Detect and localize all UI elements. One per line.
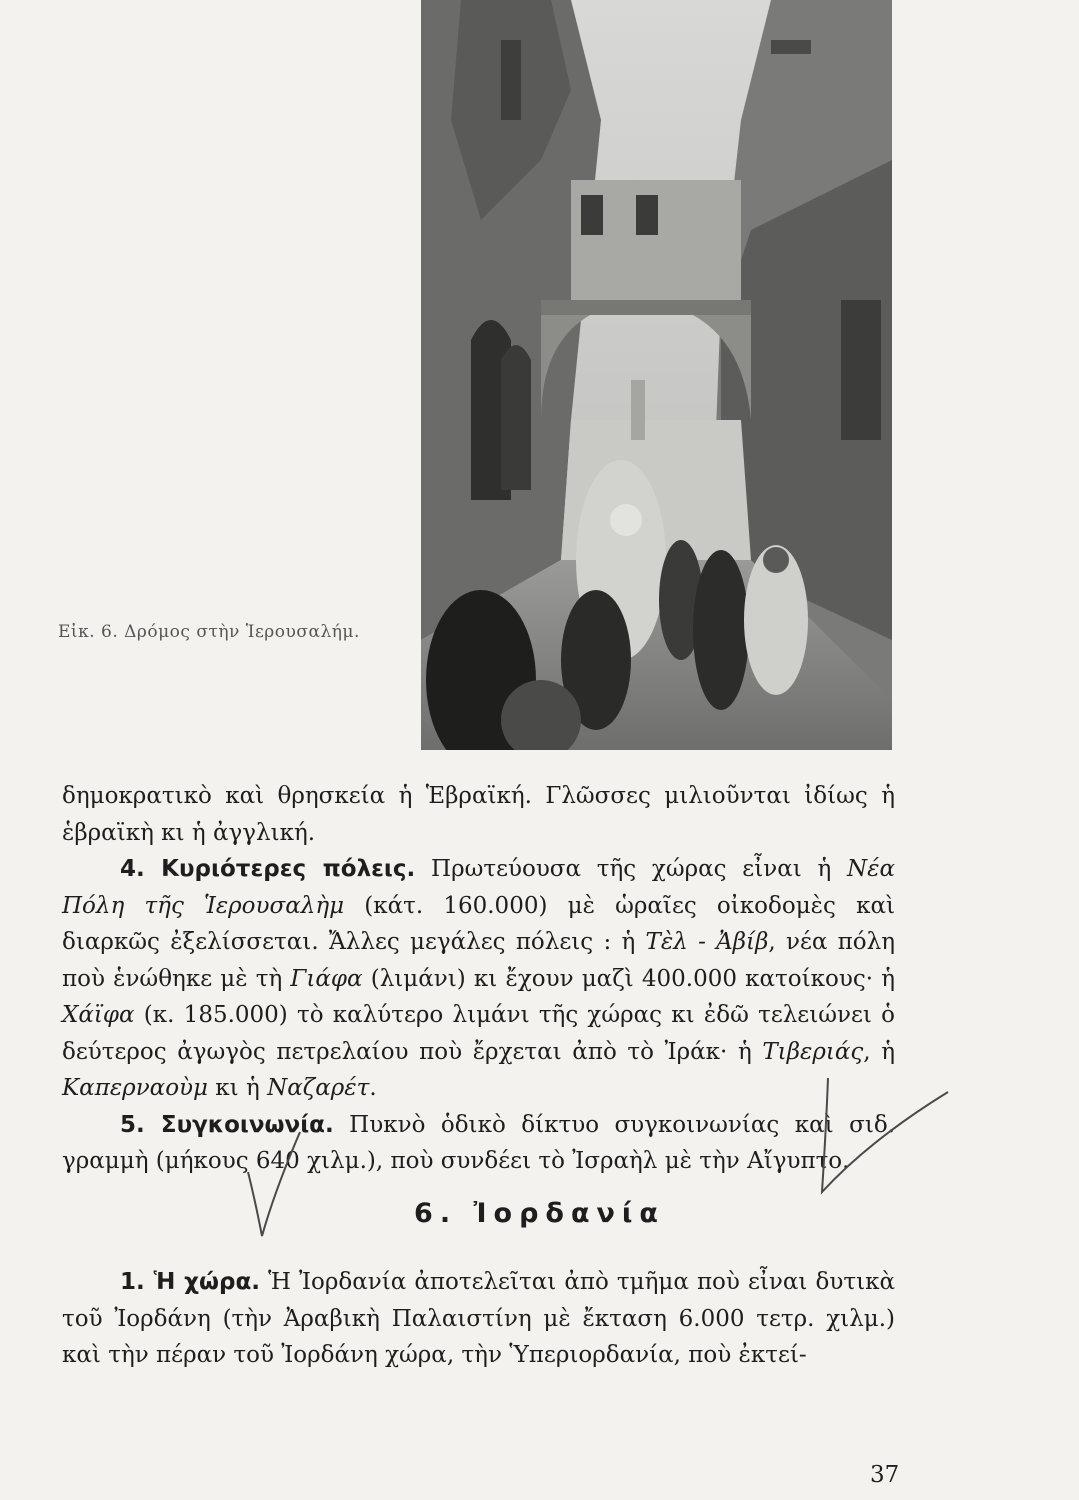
street-photo — [421, 0, 892, 750]
country-paragraph — [62, 1264, 895, 1374]
transport-heading: 5. Συγκοινωνία. — [120, 1111, 334, 1138]
city-name: Γιάφα — [290, 965, 363, 992]
transport-text: Πυκνὸ ὁδικὸ δίκτυο συγκοινωνίας καὶ σιδ. γραμμὴ (μήκους 640 χιλμ.), ποὺ συνδέει τὸ Ἰσραὴλ μὲ τὴν Αἴγυπτο. — [62, 1111, 895, 1174]
cities-text: (λιμάνι) κι ἔχουν μαζὶ 400.000 κατοίκους· ἡ — [362, 965, 895, 992]
body-text-lower — [62, 1264, 895, 1374]
photo-illustration — [421, 0, 892, 750]
intro-paragraph: δημοκρατικὸ καὶ θρησκεία ἡ Ἑβραϊκή. Γλῶσσες μιλιοῦνται ἰδίως ἡ ἑβραϊκὴ κι ἡ ἀγγλική. — [62, 783, 895, 846]
cities-text: , νέα πόλη ποὺ ἑνώθηκε μὲ τὴ — [62, 929, 895, 992]
city-name: Χάϊφα — [62, 1002, 135, 1028]
cities-paragraph — [62, 851, 895, 1107]
city-name: Τιβεριάς — [762, 1038, 864, 1065]
body-text-upper — [62, 778, 895, 1180]
cities-text: (κ. 185.000) τὸ καλύτερο λιμάνι τῆς χώρας κι ἐδῶ τελειώνει ὁ δεύτερος ἀγωγὸς πετρελαίου ποὺ ἔρχεται ἀπὸ τὸ Ἰράκ· ἡ — [62, 1002, 895, 1065]
cities-text: Πρωτεύουσα τῆς χώρας εἶναι ἡ — [415, 856, 848, 882]
transport-paragraph — [62, 1107, 895, 1180]
country-text: Ἡ Ἰορδανία ἀποτελεῖται ἀπὸ τμῆμα ποὺ εἶναι δυτικὰ τοῦ Ἰορδάνη (τὴν Ἀραβικὴ Παλαιστίνη μὲ ἔκταση 6.000 τετρ. χιλμ.) καὶ τὴν πέραν τοῦ Ἰορδάνη χώρα, τὴν Ὑπεριορδανία, ποὺ ἐκτεί- — [62, 1269, 895, 1368]
country-heading: 1. Ἡ χώρα. — [120, 1269, 261, 1295]
city-name: Ναζαρέτ — [267, 1075, 370, 1101]
cities-text: , ἡ — [863, 1038, 896, 1065]
cities-text: . — [369, 1075, 377, 1101]
cities-heading: 4. Κυριότερες πόλεις. — [120, 856, 416, 882]
city-name: Τὲλ - Ἀβίβ — [645, 929, 769, 955]
figure-caption: Εἰκ. 6. Δρόμος στὴν Ἱερουσαλήμ. — [58, 622, 360, 642]
section-title: 6. Ἰορδανία — [414, 1198, 665, 1229]
cities-text: (κάτ. 160.000) μὲ ὡραῖες οἰκοδομὲς καὶ διαρκῶς ἐξελίσσεται. Ἄλλες μεγάλες πόλεις : ἡ — [62, 892, 895, 955]
city-name: Καπερναοὺμ — [62, 1075, 208, 1101]
page-number: 37 — [870, 1462, 900, 1488]
city-name: Νέα Πόλη τῆς Ἱερουσαλὴμ — [62, 856, 896, 919]
cities-text: κι ἡ — [208, 1075, 268, 1101]
